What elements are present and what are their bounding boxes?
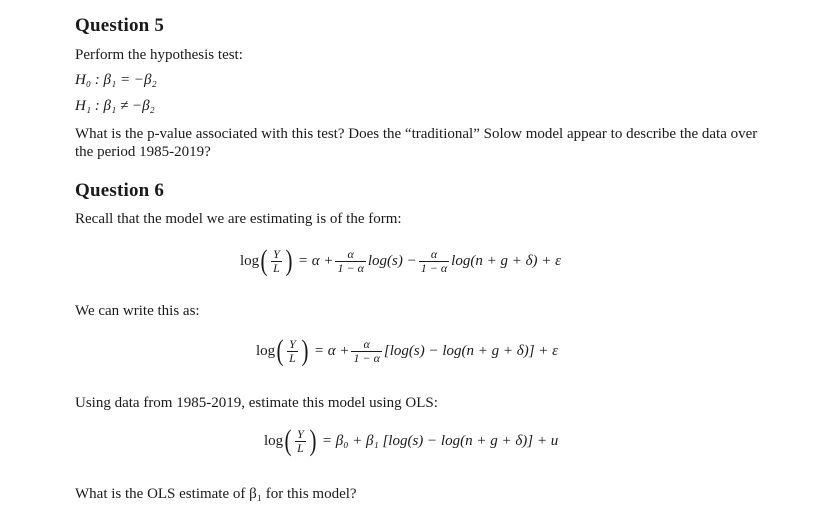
left-paren: ( — [276, 334, 284, 367]
eq-rhs-alpha: = α + — [313, 342, 350, 359]
eq-rhs-logngd: log(n + g + δ) + ε — [451, 252, 562, 269]
eq-log: log — [240, 252, 260, 269]
question-5-text: What is the p-value associated with this test? Does the “traditional” Solow model appear to describe the data over the period 1985-2019? — [75, 126, 758, 160]
y-over-l-fraction — [287, 338, 298, 365]
right-paren: ) — [285, 244, 293, 277]
question-6-text: What is the OLS estimate of β₁ for this model? — [75, 486, 357, 502]
null-hypothesis: H₀ : β₁ = −β₂ — [75, 72, 157, 88]
eq-log: log — [256, 342, 276, 359]
alpha-fraction-2 — [419, 248, 449, 275]
rewrite-text: We can write this as: — [75, 303, 200, 319]
question-5-heading: Question 5 — [75, 15, 165, 36]
eq-log: log — [264, 432, 284, 449]
left-paren: ( — [284, 424, 292, 457]
frac-numerator: α — [363, 336, 370, 351]
frac-denominator: L — [289, 350, 296, 365]
rewritten-equation — [256, 336, 558, 366]
ols-equation — [264, 426, 558, 456]
model-equation — [240, 246, 561, 276]
question-6-heading: Question 6 — [75, 180, 165, 201]
frac-denominator: L — [297, 440, 304, 455]
alpha-fraction — [351, 338, 381, 365]
left-paren: ( — [260, 244, 268, 277]
alpha-fraction — [335, 248, 365, 275]
eq-rhs-bracket: [log(s) − log(n + g + δ)] + ε — [383, 342, 559, 359]
y-over-l-fraction — [271, 248, 282, 275]
frac-numerator: α — [347, 246, 354, 261]
right-paren: ) — [301, 334, 309, 367]
frac-denominator: 1 − α — [353, 350, 380, 365]
y-over-l-fraction — [295, 428, 306, 455]
frac-numerator: Y — [273, 246, 280, 261]
eq-rhs-logs: log(s) − — [367, 252, 417, 269]
question-5-intro: Perform the hypothesis test: — [75, 47, 243, 63]
right-paren: ) — [309, 424, 317, 457]
frac-denominator: 1 − α — [420, 260, 448, 275]
frac-numerator: Y — [289, 336, 296, 351]
using-data-text: Using data from 1985-2019, estimate this model using OLS: — [75, 395, 438, 411]
alternative-hypothesis: H₁ : β₁ ≠ −β₂ — [75, 98, 155, 114]
frac-numerator: Y — [297, 426, 304, 441]
question-6-intro: Recall that the model we are estimating is of the form: — [75, 211, 402, 227]
frac-denominator: L — [273, 260, 280, 275]
frac-numerator: α — [430, 246, 438, 261]
eq-rhs-ols: = β₀ + β₁ [log(s) − log(n + g + δ)] + u — [321, 432, 559, 449]
frac-denominator: 1 − α — [337, 260, 364, 275]
eq-rhs-alpha: = α + — [297, 252, 334, 269]
